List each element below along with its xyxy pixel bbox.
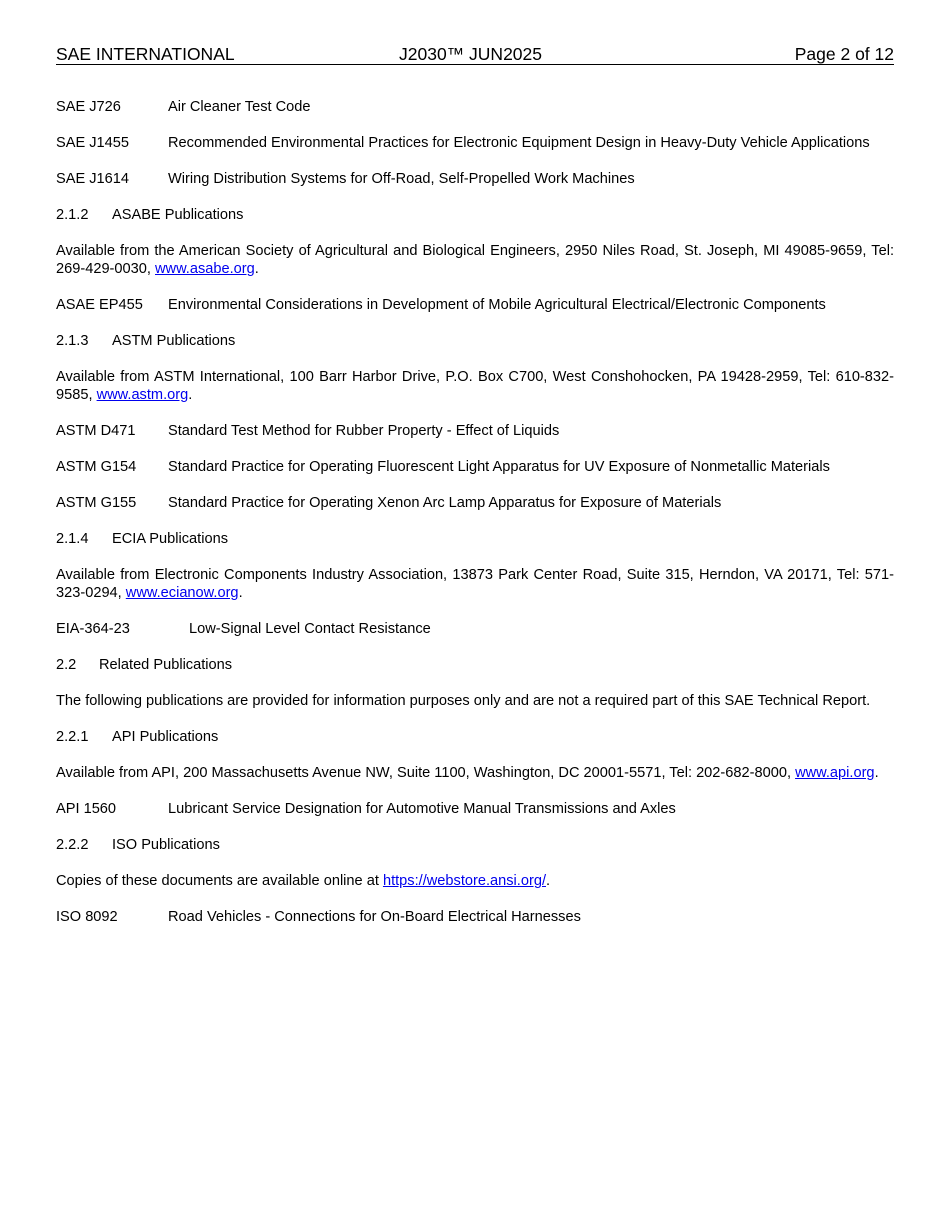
reference-code: ASAE EP455	[56, 297, 143, 313]
section-title: ECIA Publications	[112, 531, 229, 547]
reference-code: EIA-364-23	[56, 621, 130, 637]
availability-text: Available from API, 200 Massachusetts Avenue NW, Suite 1100, Washington, DC 20001-5571, Tel: 202-682-8000,	[56, 765, 796, 781]
document-body	[56, 98, 894, 944]
section-number: 2.1.2	[56, 207, 89, 223]
reference-code: ASTM D471	[56, 423, 136, 439]
section-title: API Publications	[112, 729, 219, 745]
section-title: ASTM Publications	[112, 333, 236, 349]
section-number: 2.1.4	[56, 531, 89, 547]
section-heading-ecia	[56, 530, 894, 548]
header-page-number: Page 2 of 12	[794, 44, 894, 64]
ecia-link[interactable]: www.ecianow.org	[125, 585, 239, 601]
reference-code: ISO 8092	[56, 909, 118, 925]
reference-row	[56, 98, 894, 116]
reference-title: Low-Signal Level Contact Resistance	[189, 621, 431, 637]
reference-title: Standard Practice for Operating Xenon Arc Lamp Apparatus for Exposure of Materials	[168, 495, 722, 511]
reference-code: SAE J726	[56, 99, 121, 115]
reference-title: Road Vehicles - Connections for On-Board Electrical Harnesses	[168, 909, 581, 925]
section-heading-related	[56, 656, 894, 674]
section-number: 2.2.1	[56, 729, 89, 745]
api-link[interactable]: www.api.org	[795, 765, 875, 781]
asabe-link[interactable]: www.asabe.org	[155, 261, 255, 277]
iso-link[interactable]: https://webstore.ansi.org/	[382, 873, 546, 889]
section-heading-astm	[56, 332, 894, 350]
section-number: 2.1.3	[56, 333, 89, 349]
section-title: ISO Publications	[112, 837, 220, 853]
availability-text: Available from ASTM International, 100 Barr Harbor Drive, P.O. Box C700, West Conshohocken, PA 19428-2959, Tel: 610-832-9585,	[56, 369, 894, 403]
section-number: 2.2	[56, 657, 77, 673]
reference-row	[56, 422, 894, 440]
availability-text: Available from the American Society of Agricultural and Biological Engineers, 2950 Niles Road, St. Joseph, MI 49085-9659, Tel: 269-429-0030,	[56, 243, 894, 277]
reference-title: Environmental Considerations in Development of Mobile Agricultural Electrical/Electronic Components	[168, 297, 826, 313]
reference-row	[56, 134, 894, 152]
section-number: 2.2.2	[56, 837, 89, 853]
section-title: Related Publications	[99, 657, 233, 673]
reference-title: Standard Practice for Operating Fluorescent Light Apparatus for UV Exposure of Nonmetallic Materials	[168, 459, 830, 475]
reference-row	[56, 800, 894, 818]
availability-paragraph: Available from Electronic Components Industry Association, 13873 Park Center Road, Suite 315, Herndon, VA 20171, Tel: 571-323-0294, www.ecianow.org.	[56, 567, 894, 601]
section-heading-iso	[56, 836, 894, 854]
reference-title: Wiring Distribution Systems for Off-Road, Self-Propelled Work Machines	[168, 171, 635, 187]
reference-row	[56, 296, 894, 314]
availability-paragraph: Copies of these documents are available online at https://webstore.ansi.org/.	[56, 873, 551, 889]
section-heading-api	[56, 728, 894, 746]
reference-code: API 1560	[56, 801, 117, 817]
reference-code: SAE J1455	[56, 135, 130, 151]
page-header	[56, 44, 894, 65]
section-title: ASABE Publications	[112, 207, 244, 223]
availability-paragraph: Available from ASTM International, 100 Barr Harbor Drive, P.O. Box C700, West Conshohocken, PA 19428-2959, Tel: 610-832-9585, www.astm.org.	[56, 369, 894, 403]
reference-title: Standard Test Method for Rubber Property - Effect of Liquids	[168, 423, 560, 439]
reference-row	[56, 458, 894, 476]
availability-paragraph: Available from the American Society of Agricultural and Biological Engineers, 2950 Niles Road, St. Joseph, MI 49085-9659, Tel: 269-429-0030, www.asabe.org.	[56, 243, 894, 277]
reference-title: Air Cleaner Test Code	[168, 99, 311, 115]
reference-title: Recommended Environmental Practices for Electronic Equipment Design in Heavy-Duty Vehicle Applications	[168, 135, 870, 151]
availability-text: Copies of these documents are available online at	[56, 873, 383, 889]
reference-code: SAE J1614	[56, 171, 130, 187]
reference-code: ASTM G155	[56, 495, 137, 511]
availability-text: Available from Electronic Components Industry Association, 13873 Park Center Road, Suite 315, Herndon, VA 20171, Tel: 571-323-0294,	[56, 567, 894, 601]
reference-row	[56, 908, 894, 926]
header-doc-number: J2030™ JUN2025	[399, 44, 542, 64]
astm-link[interactable]: www.astm.org	[96, 387, 189, 403]
availability-paragraph: Available from API, 200 Massachusetts Avenue NW, Suite 1100, Washington, DC 20001-5571, Tel: 202-682-8000, www.api.org.	[56, 765, 879, 781]
section-heading-asabe	[56, 206, 894, 224]
header-org: SAE INTERNATIONAL	[56, 44, 235, 64]
related-paragraph: The following publications are provided for information purposes only and are not a required part of this SAE Technical Report.	[56, 693, 871, 709]
reference-code: ASTM G154	[56, 459, 137, 475]
reference-row	[56, 620, 894, 638]
reference-row	[56, 170, 894, 188]
reference-row	[56, 494, 894, 512]
reference-title: Lubricant Service Designation for Automotive Manual Transmissions and Axles	[168, 801, 676, 817]
